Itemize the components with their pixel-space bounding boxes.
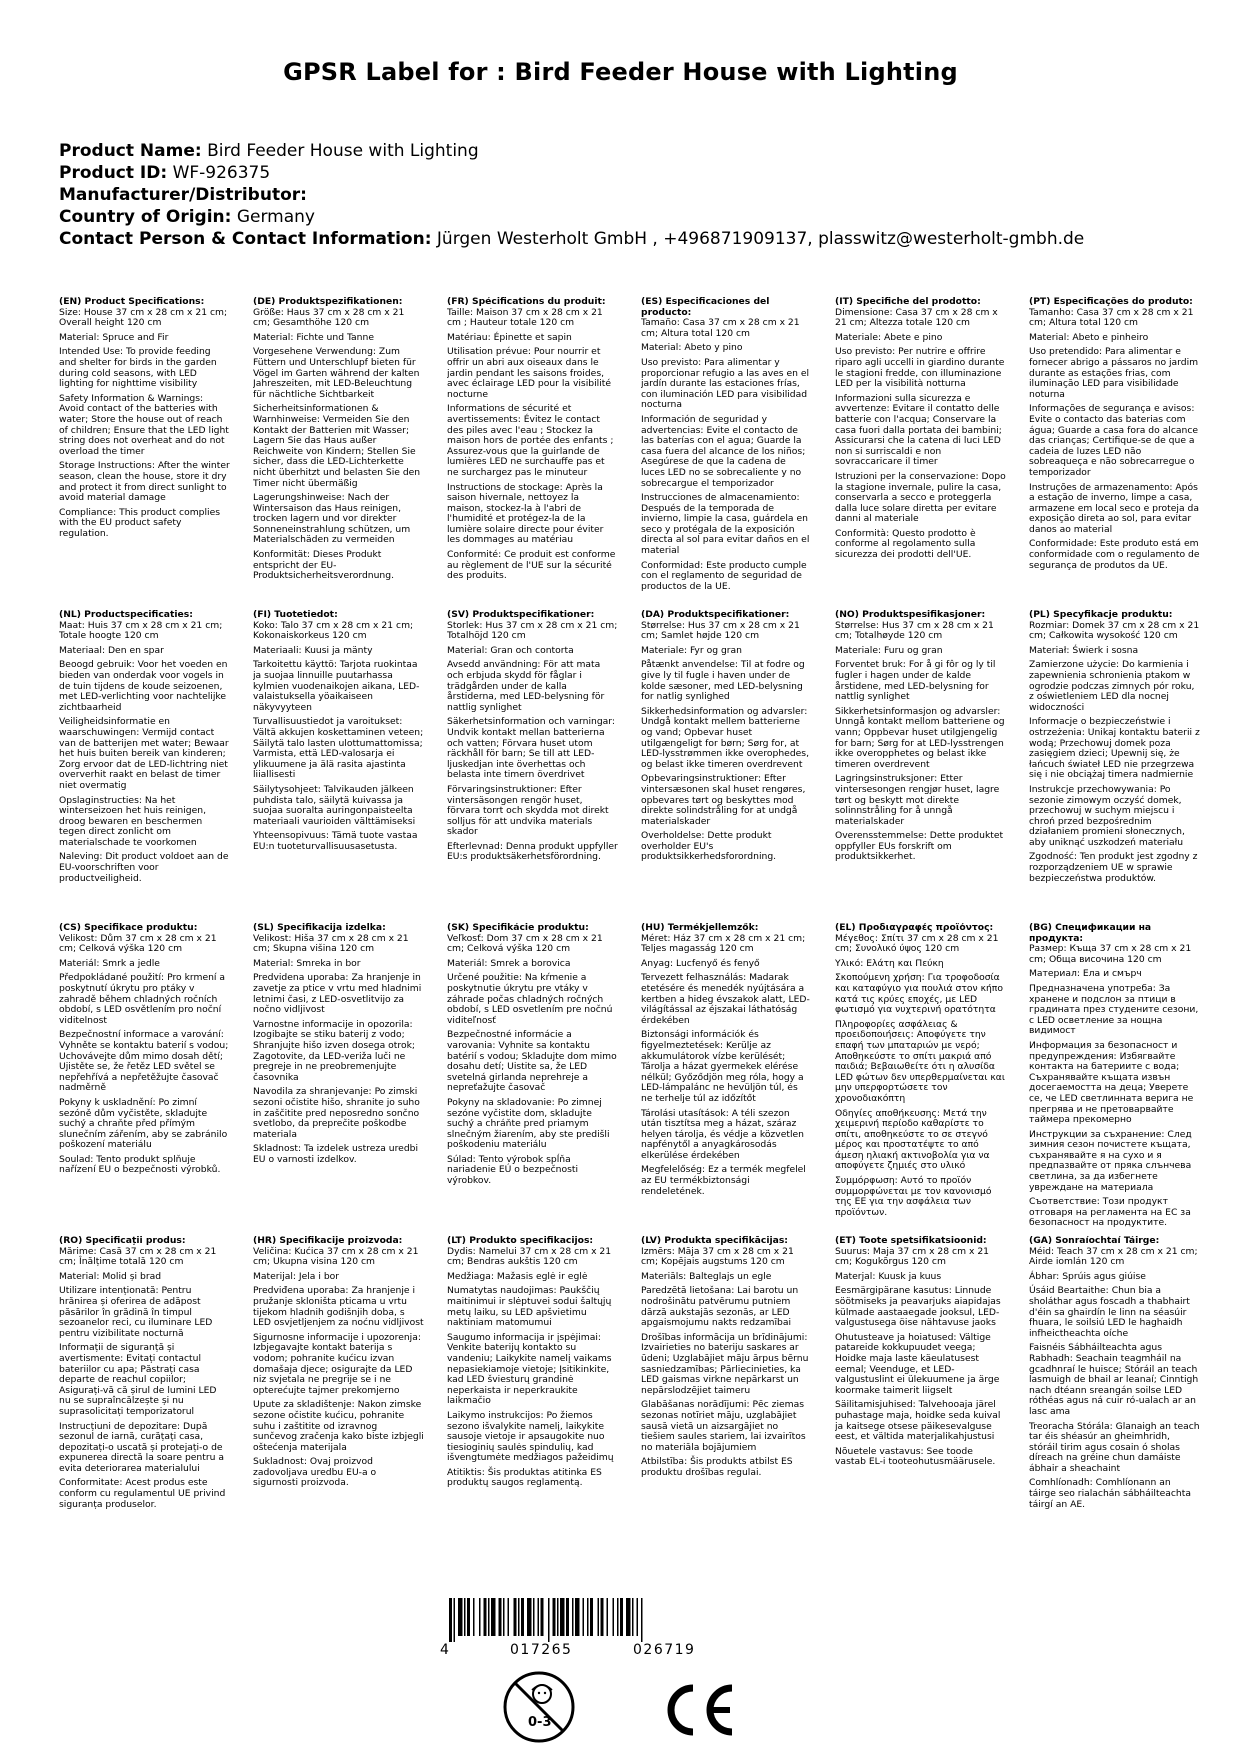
info-value: WF-926375: [172, 163, 271, 183]
barcode-bar: [503, 1598, 505, 1636]
spec-paragraph: Størrelse: Hus 37 cm x 28 cm x 21 cm; Samlet højde 120 cm: [641, 619, 800, 642]
spec-paragraph: Dimensione: Casa 37 cm x 28 cm x 21 cm; Altezza totale 120 cm: [835, 306, 998, 329]
barcode-lead-digit: 4: [440, 1642, 449, 1658]
spec-block: [59, 923, 230, 1236]
spec-block: [835, 923, 1006, 1236]
spec-paragraph: Materiaal: Den en spar: [59, 644, 164, 656]
spec-block: [835, 297, 1006, 610]
info-value: Bird Feeder House with Lighting: [207, 141, 479, 161]
spec-paragraph: Material: Smreka in bor: [253, 957, 361, 969]
barcode-bar: [533, 1598, 535, 1636]
spec-paragraph: Yhteensopivuus: Tämä tuote vastaa EU:n tuoteturvallisuusasetusta.: [253, 830, 418, 852]
spec-paragraph: Mărime: Casă 37 cm x 28 cm x 21 cm; Înălțime totală 120 cm: [59, 1245, 217, 1268]
spec-paragraph: Taille: Maison 37 cm x 28 cm x 21 cm ; Hauteur totale 120 cm: [447, 306, 603, 329]
spec-paragraph: Material: Fichte und Tanne: [253, 331, 374, 343]
barcode-bar: [587, 1598, 589, 1636]
info-label: Contact Person & Contact Information:: [59, 229, 432, 249]
spec-paragraph: Utilisation prévue: Pour nourrir et offrir un abri aux oiseaux dans le jardin pendant les saisons froides, avec éclairage LED pour la visibilité nocturne: [447, 346, 612, 400]
spec-paragraph: Uso previsto: Para alimentar y proporcionar refugio a las aves en el jardín durante las estaciones frías, con iluminación LED para visibilidad nocturna: [641, 356, 810, 411]
spec-paragraph: Pokyny k uskladnění: Po zimní sezóně dům vyčistěte, skladujte suchý a chraňte před přímým slunečním zářením, aby se zabránilo poškození materiálu: [59, 1096, 228, 1151]
spec-block: [641, 923, 812, 1236]
spec-paragraph: Faisnéis Sábháilteachta agus Rabhadh: Seachain teagmháil na gcadhnraí le huisce; Stóráil an teach lasmuigh de bhail ar leanaí; Cinntigh nach dtéann sreangán soilse LED róthéas agus ná cuir ró-ualach ar an lasc ama: [1029, 1342, 1199, 1417]
barcode-bar: [607, 1598, 609, 1636]
spec-block: [447, 610, 618, 923]
info-label: Product ID:: [59, 163, 168, 183]
spec-paragraph: Numatytas naudojimas: Paukščių maitinimui ir slėptuvei sodui šaltųjų metų laiku, su LED apšvietimu naktiniam matomumui: [447, 1285, 612, 1329]
spec-paragraph: Material: Abeto e pinheiro: [1029, 331, 1149, 343]
spec-paragraph: Informations de sécurité et avertissements: Évitez le contact des piles avec l'eau ; Stockez la maison hors de portée des enfants ; Assurez-vous que la guirlande de lumières LED ne surchauffe pas et ne surchargez pas le minuteur: [447, 403, 614, 478]
spec-paragraph: Materiál: Smrek a borovica: [447, 957, 571, 969]
spec-heading: (ES) Especificaciones del producto:: [641, 297, 770, 318]
barcode-bar: [518, 1598, 520, 1636]
barcode-bar: [626, 1598, 631, 1636]
barcode-bar: [632, 1598, 634, 1636]
spec-paragraph: Conformitate: Acest produs este conform cu regulamentul UE privind siguranța produselor.: [59, 1477, 226, 1510]
spec-block: [59, 297, 230, 610]
barcode-bar: [514, 1598, 517, 1636]
info-label: Manufacturer/Distributor:: [59, 185, 307, 205]
spec-paragraph: Veličina: Kućica 37 cm x 28 cm x 21 cm; Ukupna visina 120 cm: [253, 1245, 419, 1268]
spec-heading: (GA) Sonraíochtaí Táirge:: [1029, 1236, 1160, 1246]
barcode-bar: [617, 1598, 619, 1636]
spec-paragraph: Υλικό: Ελάτη και Πεύκη: [835, 957, 944, 969]
spec-paragraph: Předpokládané použití: Pro krmení a poskytnutí úkrytu pro ptáky v zahradě během chladných ročních období, s LED osvětlením pro noční viditelnost: [59, 972, 226, 1026]
barcode-bar: [598, 1598, 600, 1636]
spec-paragraph: Opslaginstructies: Na het winterseizoen het huis reinigen, droog bewaren en beschermen tegen direct zonlicht om materialschade te voorkomen: [59, 794, 207, 848]
spec-paragraph: Veľkosť: Dom 37 cm x 28 cm x 21 cm; Celková výška 120 cm: [447, 932, 603, 955]
barcode-bar: [548, 1598, 550, 1642]
spec-paragraph: Zgodność: Ten produkt jest zgodny z rozporządzeniem UE w sprawie bezpieczeństwa produktów.: [1029, 851, 1198, 884]
spec-paragraph: Material: Spruce and Fir: [59, 331, 169, 343]
spec-paragraph: Sikkerhetsinformasjon og advarsler: Unngå kontakt mellom batteriene og vann; Oppbevar huset utilgjengelig for barn; Sørg for at LED-lysstrengen ikke overopphetes og belast ikke timeren overdrevent: [835, 705, 1005, 770]
spec-block: [835, 1236, 1006, 1549]
spec-paragraph: Lagerungshinweise: Nach der Wintersaison das Haus reinigen, trocken lagern und vor direkter Sonneneinstrahlung schützen, um Materialschäden zu vermeiden: [253, 492, 411, 546]
spec-paragraph: Materiał: Świerk i sosna: [1029, 644, 1139, 656]
barcode-bar: [583, 1598, 585, 1636]
spec-paragraph: Intended Use: To provide feeding and shelter for birds in the garden during cold seasons, with LED lighting for nighttime visibility: [59, 346, 217, 390]
spec-paragraph: Съответствие: Този продукт отговаря на регламента на ЕС за безопасност на продуктите.: [1029, 1196, 1191, 1229]
barcode-bar: [601, 1598, 604, 1636]
spec-paragraph: Πληροφορίες ασφάλειας & προειδοποιήσεις: Αποφύγετε την επαφή των μπαταριών με νερό; Αποθηκεύστε το σπίτι μακριά από παιδιά; Βεβαιωθείτε ότι η αλυσίδα LED φώτων δεν υπερθερμαίνεται και μην υπερφορτώσετε τον χρονοδιακόπτη: [835, 1018, 1005, 1104]
spec-heading: (ET) Toote spetsifikatsioonid:: [835, 1236, 987, 1246]
spec-paragraph: Συμμόρφωση: Αυτό το προϊόν συμμορφώνεται με τον κανονισμό της ΕΕ για την ασφάλεια των προϊόντων.: [835, 1175, 992, 1218]
spec-paragraph: Σκοπούμενη χρήση: Για τροφοδοσία και καταφύγιο για πουλιά στον κήπο κατά τις κρύες εποχές, με LED φωτισμό για νυχτερινή ορατότητα: [835, 972, 1003, 1016]
spec-paragraph: Upute za skladištenje: Nakon zimske sezone očistite kućicu, pohranite suhu i zaštitite od izravnog sunčevog zračenja kako biste izbjegli oštećenja materijala: [253, 1399, 424, 1453]
spec-paragraph: Säilitamisjuhised: Talvehooaja järel puhastage maja, hoidke seda kuival ja kaitsege otsese päikesevalguse eest, et vältida materjalikahjustusi: [835, 1399, 1001, 1443]
spec-heading: (BG) Спецификации на продукта:: [1029, 923, 1152, 944]
spec-paragraph: Maat: Huis 37 cm x 28 cm x 21 cm; Totale hoogte 120 cm: [59, 619, 223, 642]
spec-block: [253, 923, 424, 1236]
spec-heading: (NO) Produktspesifikasjoner:: [835, 610, 986, 620]
spec-paragraph: Skladnost: Ta izdelek ustreza uredbi EU o varnosti izdelkov.: [253, 1143, 419, 1165]
barcode-left-digits: 017265: [510, 1642, 573, 1658]
spec-heading: (LV) Produkta specifikācijas:: [641, 1236, 788, 1246]
spec-heading: (HU) Termékjellemzők:: [641, 923, 759, 933]
spec-heading: (EL) Προδιαγραφές προϊόντος:: [835, 923, 994, 933]
spec-paragraph: Materiale: Abete e pino: [835, 331, 943, 343]
spec-paragraph: Materiale: Fyr og gran: [641, 644, 743, 656]
spec-paragraph: Materiaali: Kuusi ja mänty: [253, 644, 373, 656]
spec-paragraph: Instructions de stockage: Après la saison hivernale, nettoyez la maison, stockez-la à l'abri de l'humidité et protégez-la de la lumière solaire directe pour éviter les dommages au matériau: [447, 481, 604, 546]
spec-paragraph: Informações de segurança e avisos: Evite o contacto das baterias com água; Guarde a casa fora do alcance das crianças; Certifique-se de que a cadeia de luzes LED não sobreaqueça e não sobrecarregue o temporizador: [1029, 403, 1199, 478]
spec-paragraph: Overholdelse: Dette produkt overholder EU's produktsikkerhedsforordning.: [641, 830, 777, 863]
spec-paragraph: Material: Abeto y pino: [641, 342, 743, 354]
barcode-bar: [575, 1598, 580, 1636]
spec-block: [641, 1236, 812, 1549]
spec-paragraph: Treoracha Stórála: Glanaigh an teach tar éis shéasúr an gheimhridh, stóráil tirim agus cosain ó sholas díreach na gréine chun damáiste ábhair a sheachaint: [1029, 1420, 1200, 1474]
info-row: [59, 140, 1084, 162]
spec-heading: (IT) Specifiche del prodotto:: [835, 297, 981, 307]
spec-heading: (FI) Tuotetiedot:: [253, 610, 338, 620]
spec-block: [835, 610, 1006, 923]
spec-heading: (RO) Specificații produs:: [59, 1236, 186, 1246]
barcode-bar: [508, 1598, 510, 1636]
spec-paragraph: Bezpečnostné informácie a varovania: Vyhnite sa kontaktu batérií s vodou; Skladujte dom mimo dosahu detí; Uistite sa, že LED svetelná girlanda neprehreje a nepreťažujte časovač: [447, 1029, 617, 1094]
barcode-bar: [613, 1598, 615, 1636]
spec-paragraph: Avsedd användning: För att mata och erbjuda skydd för fåglar i trädgården under de kalla årstiderna, med LED-belysning för nattlig synlighet: [447, 659, 605, 713]
spec-heading: (FR) Spécifications du produit:: [447, 297, 606, 307]
spec-paragraph: Utilizare intenționată: Pentru hrănirea și oferirea de adăpost păsărilor în grădină în timpul sezoanelor reci, cu iluminare LED pentru vizibilitate nocturnă: [59, 1285, 213, 1339]
barcode-bar: [590, 1598, 593, 1636]
spec-block: [59, 1236, 230, 1549]
spec-paragraph: Οδηγίες αποθήκευσης: Μετά την χειμερινή περίοδο καθαρίστε το σπίτι, αποθηκεύστε το σε στεγνό μέρος και προστατέψτε το από άμεση ηλιακή ακτινοβολία για να αποφύγετε ζημιές στο υλικό: [835, 1107, 990, 1172]
spec-paragraph: Informații de siguranță și avertismente: Evitați contactul bateriilor cu apa; Păstrați casa departe de reachul copiilor; Asigurați-vă că șirul de lumini LED nu se supraîncălzește și nu suprasolicitați temporizatorul: [59, 1342, 217, 1417]
info-label: Country of Origin:: [59, 207, 232, 227]
spec-heading: (SL) Specifikacija izdelka:: [253, 923, 386, 933]
spec-paragraph: Conformidade: Este produto está em conformidade com o regulamento de segurança de produtos da UE.: [1029, 538, 1200, 571]
spec-paragraph: Conformité: Ce produit est conforme au règlement de l'UE sur la sécurité des produits.: [447, 549, 616, 582]
barcode-bar: [458, 1598, 463, 1636]
barcode-right-digits: 026719: [633, 1642, 696, 1658]
spec-paragraph: Instrucțiuni de depozitare: După sezonul de iarnă, curățați casa, depozitați-o uscată și protejați-o de expunerea directă la soare pentru a evita deteriorarea materialului: [59, 1420, 225, 1474]
spec-paragraph: Eesmärgipärane kasutus: Linnude söötmiseks ja peavarjuks aiapidajas külmade aastaaegade jooksul, LED-valgustusega öise nähtavuse jaoks: [835, 1285, 1001, 1329]
spec-paragraph: Predviđena uporaba: Za hranjenje i pružanje skloništa pticama u vrtu tijekom hladnih godišnjih doba, s LED osvjetljenjem za noćnu vidljivost: [253, 1285, 424, 1329]
spec-paragraph: Saugumo informacija ir įspėjimai: Venkite baterijų kontakto su vandeniu; Laikykite namelį vaikams nepasiekiamoje vietoje; Įsitikinkite, kad LED šviesturų grandinė neperkaista ir neperkraukite laikmačio: [447, 1331, 612, 1407]
spec-heading: (CS) Specifikace produktu:: [59, 923, 198, 933]
spec-paragraph: Conformidad: Este producto cumple con el reglamento de seguridad de productos de la UE.: [641, 559, 807, 592]
spec-paragraph: Zamierzone użycie: Do karmienia i zapewnienia schronienia ptakom w ogrodzie podczas zimnych pór roku, z oświetleniem LED dla nocnej widoczności: [1029, 659, 1195, 713]
info-row: [59, 184, 1084, 206]
barcode-bar: [467, 1598, 470, 1636]
product-info: [59, 140, 1084, 250]
barcode-bar: [641, 1598, 643, 1642]
spec-paragraph: Konformität: Dieses Produkt entspricht der EU-Produktsicherheitsverordnung.: [253, 549, 395, 582]
spec-block: [1029, 610, 1200, 923]
age-warning-label: 0-3: [528, 1715, 552, 1730]
ce-mark-icon: [660, 1680, 740, 1740]
barcode-bar: [572, 1598, 574, 1636]
barcode-bar: [620, 1598, 623, 1636]
barcode-bar: [449, 1598, 452, 1642]
spec-paragraph: Instrucciones de almacenamiento: Después de la temporada de invierno, limpie la casa, guárdela en seco y protégala de la exposición directa al sol para evitar daños en el material: [641, 492, 810, 557]
spec-paragraph: Méret: Ház 37 cm x 28 cm x 21 cm; Teljes magasság 120 cm: [641, 932, 806, 955]
info-row: [59, 228, 1084, 250]
spec-block: [253, 297, 424, 610]
spec-paragraph: Materiale: Furu og gran: [835, 644, 943, 656]
spec-paragraph: Lagringsinstruksjoner: Etter vintersesongen rengjør huset, lagre tørt og beskytt mot direkte solinnstråling for å unngå materialskader: [835, 773, 1000, 827]
barcode-bar: [473, 1598, 475, 1636]
spec-paragraph: Material: Gran och contorta: [447, 644, 574, 656]
spec-paragraph: Предназначена употреба: За хранене и подслон за птици в градината през студените сезони, с LED осветление за нощна видимост: [1029, 982, 1199, 1037]
info-row: [59, 206, 1084, 228]
spec-paragraph: Ohutusteave ja hoiatused: Vältige patareide kokkupuudet veega; Hoidke maja laste käeulatusest eemal; Veenduge, et LED-valgustuslint ei ülekuumene ja ärge koormake taimerit liigselt: [835, 1331, 1000, 1396]
spec-paragraph: Förvaringsinstruktioner: Efter vintersäsongen rengör huset, förvara torrt och skydda mot direkt solljus för att undvika materials skador: [447, 783, 609, 838]
spec-paragraph: Uso pretendido: Para alimentar e fornecer abrigo a pássaros no jardim durante as estações frias, com iluminação LED para visibilidade noturna: [1029, 346, 1199, 400]
spec-paragraph: Varnostne informacije in opozorila: Izogibajte se stiku baterij z vodo; Shranjujte hišo izven dosega otrok; Zagotovite, da LED-veriža luči ne pregreje in ne preobremenjujte časovnika: [253, 1018, 416, 1083]
spec-paragraph: Pokyny na skladovanie: Po zimnej sezóne vyčistite dom, skladujte suchý a chráňte pred priamym slnečným žiarením, aby ste predišli poškodeniu materiálu: [447, 1096, 610, 1151]
spec-paragraph: Izmērs: Māja 37 cm x 28 cm x 21 cm; Kopējais augstums 120 cm: [641, 1245, 794, 1268]
barcode-bar: [499, 1598, 502, 1636]
info-row: [59, 162, 1084, 184]
spec-paragraph: Anyag: Lucfenyő és fenyő: [641, 957, 760, 969]
spec-paragraph: Информация за безопасност и предупреждения: Избягвайте контакта на батериите с вода; Съхранявайте къщата извън досегаемостта на деца; Уверете се, че LED светлинната верига не прегрява и не претоварвайте таймера прекомерно: [1029, 1039, 1194, 1126]
spec-heading: (LT) Produkto specifikacijos:: [447, 1236, 594, 1246]
spec-paragraph: Μέγεθος: Σπίτι 37 cm x 28 cm x 21 cm; Συνολικό ύψος 120 cm: [835, 932, 999, 955]
spec-paragraph: Tárolási utasítások: A téli szezon után tisztítsa meg a házat, száraz helyen tárolja, és védje a közvetlen napfénytől a anyagkárosodás elkerülése érdekében: [641, 1107, 804, 1161]
spec-paragraph: Laikymo instrukcijos: Po žiemos sezono išvalykite namelį, laikykite sausoje vietoje ir apsaugokite nuo tiesioginių saulės spindulių, kad išvengtumėte medžiagos pažeidimų: [447, 1409, 614, 1464]
spec-paragraph: Instrukcje przechowywania: Po sezonie zimowym oczyść domek, przechowuj w suchym miejscu i chroń przed bezpośrednim działaniem promieni słonecznych, aby uniknąć uszkodzeń materiału: [1029, 783, 1185, 848]
barcode-bar: [479, 1598, 481, 1636]
spec-paragraph: Dydis: Namelui 37 cm x 28 cm x 21 cm; Bendras aukštis 120 cm: [447, 1245, 612, 1268]
page-title: GPSR Label for : Bird Feeder House with Lighting: [283, 58, 958, 86]
spec-paragraph: Sigurnosne informacije i upozorenja: Izbjegavajte kontakt baterija s vodom; pohranite kućicu izvan domašaja djece; osigurajte da LED niz svjetala ne pregrije se i ne opterećujte tajmer prekomjerno: [253, 1331, 421, 1396]
spec-paragraph: Úsáid Beartaithe: Chun bia a sholáthar agus foscadh a thabhairt d'éin sa ghairdín le linn na séasúir fhuara, le soilsiú LED le haghaidh infheictheachta oíche: [1029, 1285, 1190, 1339]
spec-paragraph: Informazioni sulla sicurezza e avvertenze: Evitare il contatto delle batterie con l'acqua; Conservare la casa fuori dalla portata dei bambini; Assicurarsi che la catena di luci LED non si surriscaldi e non sovraccaricare il timer: [835, 392, 1002, 468]
spec-paragraph: Säilytysohjeet: Talvikauden jälkeen puhdista talo, säilytä kuivassa ja suojaa suoralta auringonpaisteelta materiaali vaurioiden välttämiseksi: [253, 783, 416, 827]
spec-paragraph: Drošības informācija un brīdinājumi: Izvairieties no bateriju saskares ar ūdeni; Uzglabājiet māju ārpus bērnu sasniedzamības; Pārliecinieties, ka LED gaismas virkne nepārkarst un nepārslodzējiet taimeru: [641, 1331, 809, 1396]
barcode-bar: [541, 1598, 544, 1636]
spec-paragraph: Materiāls: Balteglajs un egle: [641, 1270, 772, 1282]
barcode-bar: [538, 1598, 540, 1636]
spec-paragraph: Материал: Ела и смърч: [1029, 968, 1142, 980]
spec-heading: (SK) Špecifikácie produktu:: [447, 923, 589, 933]
spec-heading: (PT) Especificações do produto:: [1029, 297, 1193, 307]
spec-paragraph: Materiál: Smrk a jedle: [59, 957, 160, 969]
spec-paragraph: Tervezett felhasználás: Madarak etetésére és menedék nyújtására a kertben a hideg évszakok alatt, LED-világítással az éjszakai láthatóság érdekében: [641, 972, 810, 1026]
spec-paragraph: Glabāšanas norādījumi: Pēc ziemas sezonas notīriet māju, uzglabājiet sausā vietā un aizsargājiet no tiešiem saules stariem, lai izvairītos no materiāla bojājumiem: [641, 1399, 806, 1453]
barcode-bar: [488, 1598, 490, 1636]
spec-paragraph: Forventet bruk: For å gi fôr og ly til fugler i hagen under de kalde årstidene, med LED-belysning for nattlig synlighet: [835, 659, 996, 703]
spec-paragraph: Bezpečnostní informace a varování: Vyhněte se kontaktu baterií s vodou; Uchovávejte dům mimo dosah dětí; Ujistěte se, že řetěz LED světel se nepřehřívá a nepřetěžujte časovač nadměrně: [59, 1029, 229, 1094]
barcode-bar: [527, 1598, 532, 1636]
spec-paragraph: Suurus: Maja 37 cm x 28 cm x 21 cm; Kogukõrgus 120 cm: [835, 1245, 990, 1268]
spec-paragraph: Comhlíonadh: Comhlíonann an táirge seo rialachán sábháilteachta táirgí an AE.: [1029, 1477, 1191, 1510]
spec-paragraph: Naleving: Dit product voldoet aan de EU-voorschriften voor productveiligheid.: [59, 851, 229, 884]
barcode-bar: [557, 1598, 559, 1636]
barcode-bar: [553, 1598, 556, 1636]
spec-paragraph: Storage Instructions: After the winter season, clean the house, store it dry and protect it from direct sunlight to avoid material damage: [59, 460, 230, 504]
spec-paragraph: Size: House 37 cm x 28 cm x 21 cm; Overall height 120 cm: [59, 306, 228, 329]
spec-paragraph: Predvidena uporaba: Za hranjenje in zavetje za ptice v vrtu med hladnimi letnimi časi, z LED-osvetlitvijo za nočno vidljivost: [253, 972, 422, 1016]
spec-paragraph: Paredzētā lietošana: Lai barotu un nodrošinātu patvērumu putniem dārzā aukstajās sezonās, ar LED apgaismojumu nakts redzamībai: [641, 1285, 799, 1329]
spec-heading: (DE) Produktspezifikationen:: [253, 297, 403, 307]
spec-paragraph: Efterlevnad: Denna produkt uppfyller EU:s produktsäkerhetsförordning.: [447, 840, 618, 863]
barcode-bar: [484, 1598, 487, 1636]
spec-block: [253, 1236, 424, 1549]
age-warning-icon: [502, 1670, 576, 1744]
spec-paragraph: Atitiktis: Šis produktas atitinka ES produktų saugos reglamentą.: [447, 1466, 602, 1489]
spec-block: [1029, 923, 1200, 1236]
spec-paragraph: Beoogd gebruik: Voor het voeden en bieden van onderdak voor vogels in de tuin tijdens de koude seizoenen, met LED-verlichting voor nachtelijke zichtbaarheid: [59, 659, 228, 713]
spec-grid: [59, 297, 1201, 1549]
spec-block: [447, 1236, 618, 1549]
spec-block: [1029, 1236, 1200, 1549]
barcode-bar: [560, 1598, 565, 1636]
spec-block: [641, 610, 812, 923]
spec-paragraph: Velikost: Hiša 37 cm x 28 cm x 21 cm; Skupna višina 120 cm: [253, 932, 409, 955]
spec-paragraph: Sikkerhedsinformation og advarsler: Undgå kontakt mellem batterierne og vand; Opbevar huset utilgængeligt for børn; Sørg for, at LED-lysstrømmen ikke overophedes, og belast ikke timeren overdrevent: [641, 705, 810, 770]
spec-paragraph: Ábhar: Sprúis agus giúise: [1029, 1270, 1146, 1282]
spec-paragraph: Información de seguridad y advertencias: Evite el contacto de las baterías con el agua; Guarde la casa fuera del alcance de los niños; Asegúrese de que la cadena de luces LED no se sobrecaliente y no sobrecargue el temporizador: [641, 413, 806, 489]
spec-paragraph: Medžiaga: Mažasis eglė ir eglė: [447, 1270, 588, 1282]
info-value: Germany: [236, 207, 315, 227]
spec-paragraph: Turvallisuustiedot ja varoitukset: Vältä akkujen koskettaminen veteen; Säilytä talo lasten ulottumattomissa; Varmista, että LED-valosarja ei ylikuumene ja älä rasita ajastinta liiallisesti: [253, 716, 424, 781]
spec-paragraph: Soulad: Tento produkt splňuje nařízení EU o bezpečnosti výrobků.: [59, 1153, 221, 1176]
spec-paragraph: Velikost: Dům 37 cm x 28 cm x 21 cm; Celková výška 120 cm: [59, 932, 217, 955]
spec-paragraph: Matériau: Épinette et sapin: [447, 331, 572, 343]
info-label: Product Name:: [59, 141, 202, 161]
spec-block: [1029, 297, 1200, 610]
spec-paragraph: Koko: Talo 37 cm x 28 cm x 21 cm; Kokonaiskorkeus 120 cm: [253, 619, 414, 642]
spec-paragraph: Sicherheitsinformationen & Warnhinweise: Vermeiden Sie den Kontakt der Batterien mit Wasser; Lagern Sie das Haus außer Reichweite von Kindern; Stellen Sie sicher, dass die LED-Lichterkette nicht überhitzt und belasten Sie den Timer nicht übermäßig: [253, 403, 421, 489]
spec-heading: (EN) Product Specifications:: [59, 297, 205, 307]
spec-paragraph: Informacje o bezpieczeństwie i ostrzeżenia: Unikaj kontaktu baterii z wodą; Przechowuj domek poza zasięgiem dzieci; Upewnij się, że łańcuch świateł LED nie przegrzewa się i nie obciążaj timera nadmiernie: [1029, 716, 1200, 781]
barcode-bar: [637, 1598, 639, 1636]
spec-paragraph: Material: Molid și brad: [59, 1270, 162, 1282]
spec-paragraph: Navodila za shranjevanje: Po zimski sezoni očistite hišo, shranite jo suho in zaščitite pred neposredno sončno svetlobo, da preprečite poškodbe materiala: [253, 1086, 420, 1140]
spec-paragraph: Materjal: Kuusk ja kuus: [835, 1270, 942, 1282]
spec-block: [447, 923, 618, 1236]
spec-paragraph: Méid: Teach 37 cm x 28 cm x 21 cm; Airde iomlán 120 cm: [1029, 1245, 1198, 1268]
spec-paragraph: Размер: Къща 37 cm x 28 cm x 21 cm; Обща височина 120 cm: [1029, 943, 1192, 965]
barcode: [449, 1598, 749, 1642]
spec-paragraph: Safety Information & Warnings: Avoid contact of the batteries with water; Store the house out of reach of children; Ensure that the LED light string does not overheat and do not overload the timer: [59, 392, 229, 457]
barcode-bar: [491, 1598, 496, 1636]
spec-heading: (HR) Specifikacije proizvoda:: [253, 1236, 403, 1246]
spec-block: [447, 297, 618, 610]
spec-paragraph: Nõuetele vastavus: See toode vastab EL-i tooteohutusmäärusele.: [835, 1445, 996, 1468]
spec-paragraph: Biztonsági információk és figyelmeztetések: Kerülje az akkumulátorok vízbe kerülését; Tárolja a házat gyermekek elérése nélkül; Győződjön meg róla, hogy a LED-lámpalánc ne hevüljön túl, és ne terhelje túl az időzítőt: [641, 1029, 804, 1104]
spec-paragraph: Opbevaringsinstruktioner: Efter vintersæsonen skal huset rengøres, opbevares tørt og beskyttes mod direkte solindstråling for at undgå materialskader: [641, 773, 806, 827]
spec-paragraph: Určené použitie: Na kŕmenie a poskytnutie úkrytu pre vtáky v záhrade počas chladných ročných období, s LED osvetlením pre nočnú viditeľnosť: [447, 972, 613, 1026]
spec-paragraph: Instruções de armazenamento: Após a estação de inverno, limpe a casa, armazene em local seco e proteja da exposição direta ao sol, para evitar danos ao material: [1029, 481, 1199, 535]
spec-paragraph: Инструкции за съхранение: След зимния сезон почистете къщата, съхранявайте я на сухо и я предпазвайте от пряка слънчева светлина, за да избегнете увреждане на материала: [1029, 1128, 1192, 1193]
spec-heading: (DA) Produktspecifikationer:: [641, 610, 790, 620]
spec-paragraph: Materijal: Jela i bor: [253, 1270, 340, 1282]
spec-heading: (PL) Specyfikacje produktu:: [1029, 610, 1173, 620]
spec-paragraph: Overensstemmelse: Dette produktet oppfyller EUs forskrift om produktsikkerhet.: [835, 830, 1004, 863]
spec-paragraph: Vorgesehene Verwendung: Zum Füttern und Unterschlupf bieten für Vögel im Garten während der kalten Jahreszeiten, mit LED-Beleuchtung für nächtliche Sichtbarkeit: [253, 346, 420, 400]
spec-paragraph: Uso previsto: Per nutrire e offrire riparo agli uccelli in giardino durante le stagioni fredde, con illuminazione LED per la visibilità notturna: [835, 346, 1005, 390]
info-value: Jürgen Westerholt GmbH , +496871909137, plasswitz@westerholt-gmbh.de: [436, 229, 1085, 249]
barcode-bar: [454, 1598, 456, 1642]
spec-block: [59, 610, 230, 923]
spec-block: [253, 610, 424, 923]
spec-paragraph: Påtænkt anvendelse: Til at fodre og give ly til fugle i haven under de kolde sæsoner, med LED-belysning for natlig synlighed: [641, 659, 805, 703]
barcode-bar: [521, 1598, 524, 1636]
spec-paragraph: Storlek: Hus 37 cm x 28 cm x 21 cm; Totalhöjd 120 cm: [447, 619, 618, 642]
spec-paragraph: Tarkoitettu käyttö: Tarjota ruokintaa ja suojaa linnuille puutarhassa kylmien vuodenaikojen aikana, LED-valaistuksella yöaikaiseen näkyvyyteen: [253, 659, 420, 713]
spec-paragraph: Rozmiar: Domek 37 cm x 28 cm x 21 cm; Całkowita wysokość 120 cm: [1029, 619, 1200, 642]
spec-paragraph: Størrelse: Hus 37 cm x 28 cm x 21 cm; Totalhøyde 120 cm: [835, 619, 994, 642]
barcode-bar: [464, 1598, 466, 1636]
spec-paragraph: Sukladnost: Ovaj proizvod zadovoljava uredbu EU-a o sigurnosti proizvoda.: [253, 1456, 377, 1489]
barcode-bar: [566, 1598, 569, 1636]
spec-heading: (SV) Produktspecifikationer:: [447, 610, 595, 620]
spec-paragraph: Veiligheidsinformatie en waarschuwingen: Vermijd contact van de batterijen met water; Bewaar het huis buiten bereik van kinderen; Zorg ervoor dat de LED-lichtring niet oververhit raakt en belast de timer niet overmatig: [59, 716, 229, 791]
spec-paragraph: Säkerhetsinformation och varningar: Undvik kontakt mellan batterierna och vatten; Förvara huset utom räckhåll för barn; Se till att LED-ljuskedjan inte överhettas och belasta inte timern överdrivet: [447, 716, 616, 781]
spec-paragraph: Istruzioni per la conservazione: Dopo la stagione invernale, pulire la casa, conservarla a secco e proteggerla dalla luce solare diretta per evitare danni al materiale: [835, 470, 1006, 525]
spec-paragraph: Größe: Haus 37 cm x 28 cm x 21 cm; Gesamthöhe 120 cm: [253, 306, 405, 329]
spec-paragraph: Tamaño: Casa 37 cm x 28 cm x 21 cm; Altura total 120 cm: [641, 317, 800, 339]
spec-paragraph: Tamanho: Casa 37 cm x 28 cm x 21 cm; Altura total 120 cm: [1029, 306, 1194, 329]
spec-paragraph: Súlad: Tento výrobok spĺňa nariadenie EÚ o bezpečnosti výrobkov.: [447, 1153, 579, 1187]
spec-block: [641, 297, 812, 610]
spec-paragraph: Compliance: This product complies with the EU product safety regulation.: [59, 506, 221, 539]
spec-paragraph: Conformità: Questo prodotto è conforme al regolamento sulla sicurezza dei prodotti dell'UE.: [835, 527, 976, 561]
spec-heading: (NL) Productspecificaties:: [59, 610, 193, 620]
spec-paragraph: Megfelelőség: Ez a termék megfelel az EU termékbiztonsági rendeletének.: [641, 1164, 806, 1197]
spec-paragraph: Atbilstība: Šis produkts atbilst ES produktu drošības regulai.: [641, 1456, 793, 1478]
